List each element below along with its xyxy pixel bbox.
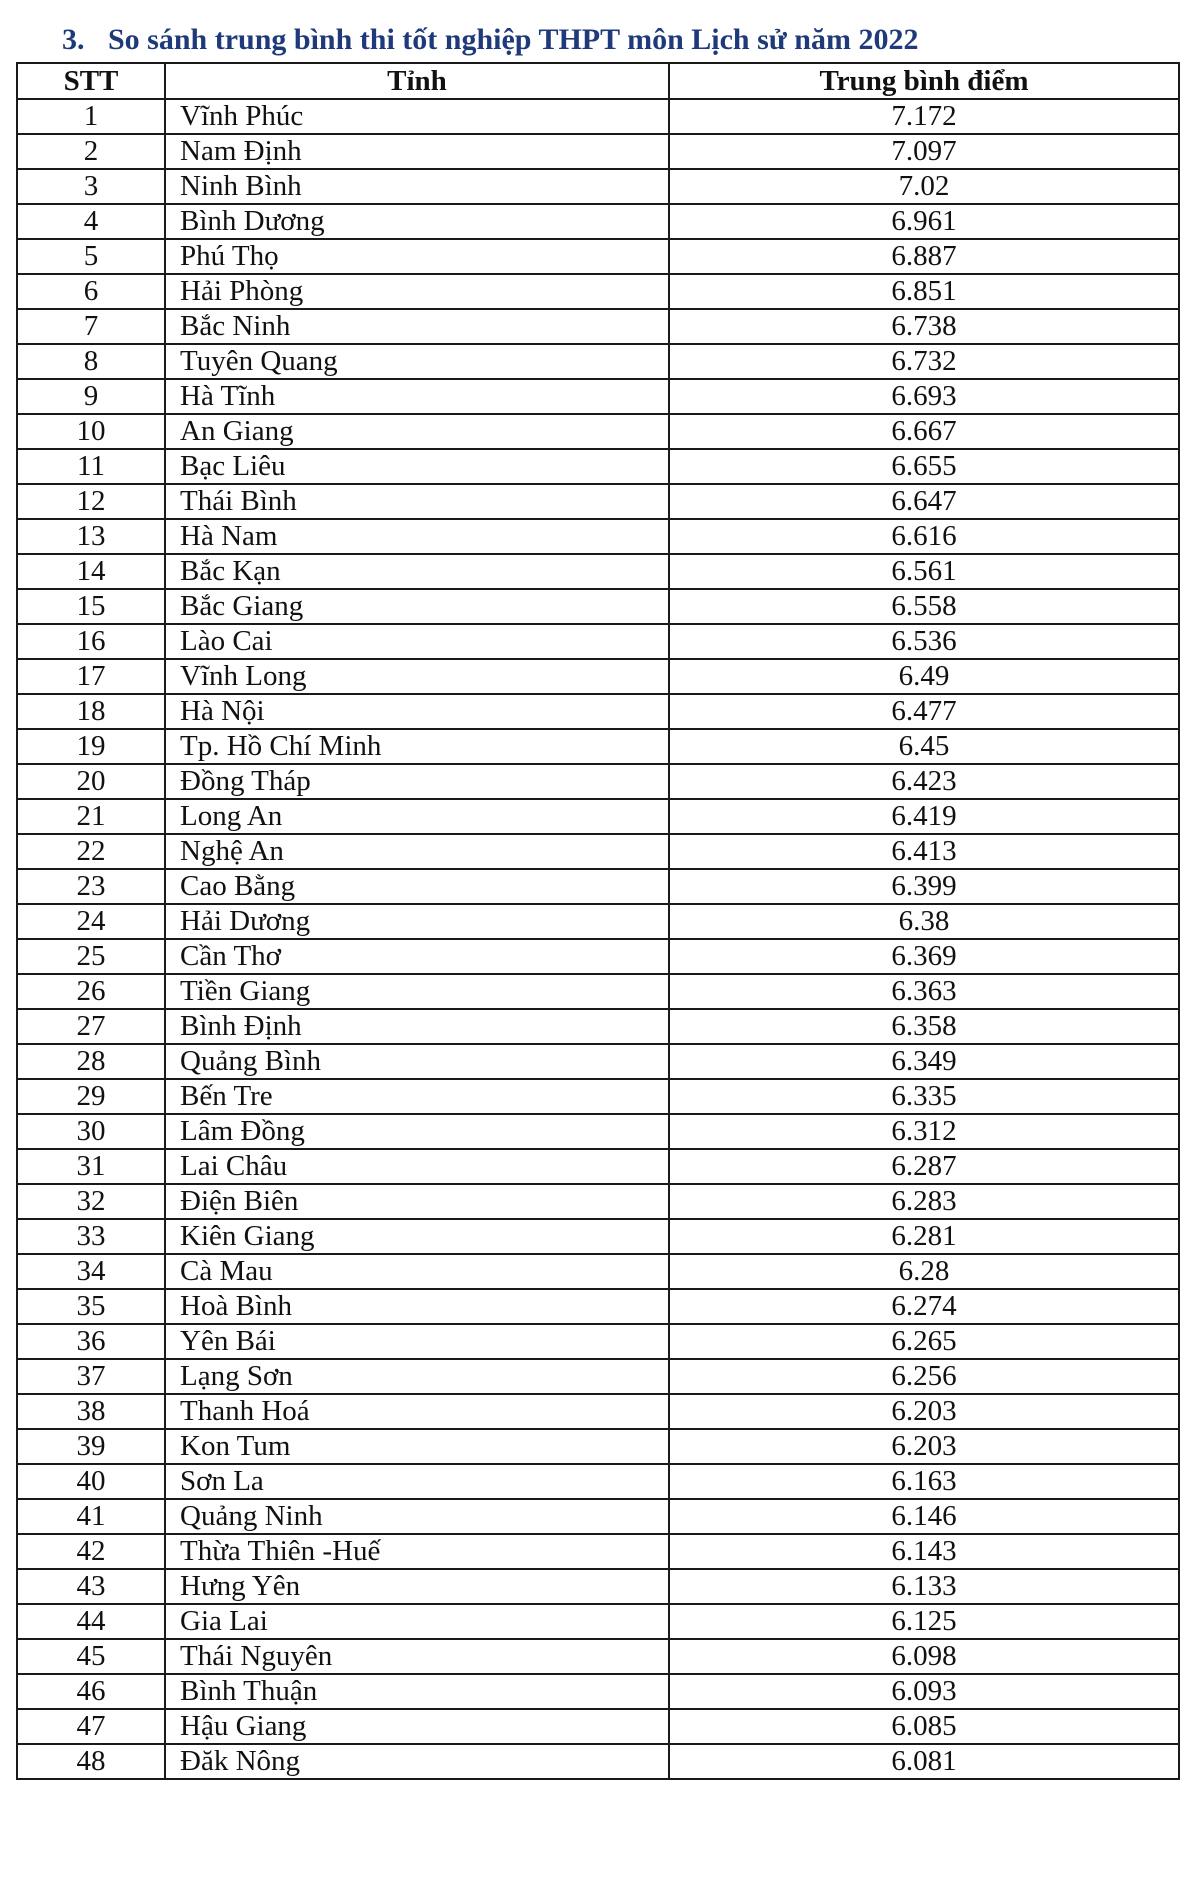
table-row [17,1464,1179,1499]
table-row [17,1534,1179,1569]
cell-average: 6.093 [669,1674,1179,1709]
cell-average: 6.28 [669,1254,1179,1289]
cell-average: 6.125 [669,1604,1179,1639]
cell-province: Đăk Nông [165,1744,669,1779]
cell-province: Bắc Giang [165,589,669,624]
cell-province: Hà Nam [165,519,669,554]
table-row [17,694,1179,729]
cell-province: Bình Dương [165,204,669,239]
table-row [17,344,1179,379]
cell-average: 6.133 [669,1569,1179,1604]
cell-province: Nam Định [165,134,669,169]
cell-province: Ninh Bình [165,169,669,204]
cell-average: 6.287 [669,1149,1179,1184]
cell-stt: 2 [17,134,165,169]
cell-stt: 40 [17,1464,165,1499]
cell-province: Điện Biên [165,1184,669,1219]
cell-average: 6.283 [669,1184,1179,1219]
cell-province: Hà Nội [165,694,669,729]
cell-average: 6.732 [669,344,1179,379]
table-row [17,1044,1179,1079]
cell-stt: 34 [17,1254,165,1289]
table-row [17,799,1179,834]
cell-average: 6.667 [669,414,1179,449]
cell-average: 6.419 [669,799,1179,834]
cell-average: 6.477 [669,694,1179,729]
cell-average: 7.097 [669,134,1179,169]
cell-stt: 17 [17,659,165,694]
section-title: So sánh trung bình thi tốt nghiệp THPT môn Lịch sử năm 2022 [108,23,919,56]
cell-average: 6.693 [669,379,1179,414]
table-row [17,1009,1179,1044]
cell-stt: 8 [17,344,165,379]
cell-average: 6.163 [669,1464,1179,1499]
table-row [17,869,1179,904]
cell-stt: 10 [17,414,165,449]
cell-stt: 16 [17,624,165,659]
cell-stt: 19 [17,729,165,764]
cell-stt: 31 [17,1149,165,1184]
cell-stt: 23 [17,869,165,904]
cell-average: 6.49 [669,659,1179,694]
cell-average: 6.851 [669,274,1179,309]
header-province: Tỉnh [165,63,669,99]
table-row [17,1149,1179,1184]
table-row [17,414,1179,449]
cell-stt: 1 [17,99,165,134]
cell-province: Nghệ An [165,834,669,869]
cell-average: 6.274 [669,1289,1179,1324]
cell-average: 6.146 [669,1499,1179,1534]
section-heading [62,18,918,62]
cell-province: Kiên Giang [165,1219,669,1254]
cell-stt: 15 [17,589,165,624]
cell-province: Sơn La [165,1464,669,1499]
table-row [17,204,1179,239]
table-row [17,1359,1179,1394]
cell-stt: 25 [17,939,165,974]
table-header-row [17,63,1179,99]
cell-average: 7.172 [669,99,1179,134]
table-row [17,589,1179,624]
cell-stt: 46 [17,1674,165,1709]
cell-average: 6.38 [669,904,1179,939]
table-row [17,134,1179,169]
cell-average: 6.349 [669,1044,1179,1079]
cell-province: Quảng Bình [165,1044,669,1079]
table-row [17,274,1179,309]
table-row [17,1429,1179,1464]
cell-stt: 29 [17,1079,165,1114]
cell-province: Lâm Đồng [165,1114,669,1149]
cell-province: Bắc Ninh [165,309,669,344]
cell-stt: 12 [17,484,165,519]
table-row [17,1674,1179,1709]
cell-average: 6.536 [669,624,1179,659]
cell-stt: 42 [17,1534,165,1569]
table-row [17,624,1179,659]
table-row [17,729,1179,764]
cell-stt: 14 [17,554,165,589]
cell-province: Cao Bằng [165,869,669,904]
cell-average: 6.655 [669,449,1179,484]
table-row [17,1499,1179,1534]
cell-province: Thừa Thiên -Huế [165,1534,669,1569]
table-row [17,659,1179,694]
cell-average: 6.363 [669,974,1179,1009]
cell-average: 6.256 [669,1359,1179,1394]
cell-average: 6.203 [669,1429,1179,1464]
cell-stt: 22 [17,834,165,869]
table-row [17,904,1179,939]
cell-stt: 44 [17,1604,165,1639]
cell-average: 6.558 [669,589,1179,624]
cell-average: 6.203 [669,1394,1179,1429]
cell-stt: 47 [17,1709,165,1744]
section-number: 3. [62,23,85,56]
cell-province: Bến Tre [165,1079,669,1114]
header-stt: STT [17,63,165,99]
cell-average: 6.098 [669,1639,1179,1674]
cell-province: Vĩnh Long [165,659,669,694]
cell-average: 6.335 [669,1079,1179,1114]
cell-stt: 13 [17,519,165,554]
cell-stt: 28 [17,1044,165,1079]
table-row [17,554,1179,589]
table-row [17,309,1179,344]
cell-province: Bình Định [165,1009,669,1044]
cell-province: Cà Mau [165,1254,669,1289]
cell-province: Tp. Hồ Chí Minh [165,729,669,764]
cell-average: 6.358 [669,1009,1179,1044]
cell-stt: 11 [17,449,165,484]
cell-province: Gia Lai [165,1604,669,1639]
cell-province: Hoà Bình [165,1289,669,1324]
table-row [17,1709,1179,1744]
cell-stt: 36 [17,1324,165,1359]
cell-stt: 30 [17,1114,165,1149]
cell-stt: 21 [17,799,165,834]
cell-average: 7.02 [669,169,1179,204]
cell-average: 6.887 [669,239,1179,274]
cell-province: Bình Thuận [165,1674,669,1709]
table-row [17,239,1179,274]
cell-stt: 32 [17,1184,165,1219]
table-row [17,939,1179,974]
cell-average: 6.45 [669,729,1179,764]
cell-stt: 3 [17,169,165,204]
table-row [17,99,1179,134]
cell-province: Thái Bình [165,484,669,519]
cell-province: Bạc Liêu [165,449,669,484]
cell-average: 6.413 [669,834,1179,869]
header-average: Trung bình điểm [669,63,1179,99]
cell-average: 6.647 [669,484,1179,519]
table-row [17,449,1179,484]
table-row [17,1744,1179,1779]
cell-province: Phú Thọ [165,239,669,274]
cell-province: Hà Tĩnh [165,379,669,414]
table-row [17,379,1179,414]
cell-province: Hải Phòng [165,274,669,309]
cell-province: Long An [165,799,669,834]
cell-province: Hậu Giang [165,1709,669,1744]
cell-province: Bắc Kạn [165,554,669,589]
table-row [17,764,1179,799]
cell-average: 6.143 [669,1534,1179,1569]
cell-stt: 7 [17,309,165,344]
cell-province: Lai Châu [165,1149,669,1184]
table-row [17,1639,1179,1674]
cell-stt: 35 [17,1289,165,1324]
table-row [17,1289,1179,1324]
cell-stt: 37 [17,1359,165,1394]
cell-average: 6.085 [669,1709,1179,1744]
table-row [17,1394,1179,1429]
cell-province: Kon Tum [165,1429,669,1464]
cell-average: 6.616 [669,519,1179,554]
cell-province: Cần Thơ [165,939,669,974]
cell-province: An Giang [165,414,669,449]
cell-average: 6.561 [669,554,1179,589]
cell-average: 6.312 [669,1114,1179,1149]
table-row [17,1184,1179,1219]
cell-province: Thanh Hoá [165,1394,669,1429]
table-row [17,1324,1179,1359]
table-row [17,1079,1179,1114]
table-row [17,169,1179,204]
cell-province: Quảng Ninh [165,1499,669,1534]
cell-province: Lào Cai [165,624,669,659]
cell-average: 6.369 [669,939,1179,974]
cell-stt: 48 [17,1744,165,1779]
table-row [17,1569,1179,1604]
cell-province: Hải Dương [165,904,669,939]
table-row [17,974,1179,1009]
table-row [17,484,1179,519]
cell-province: Lạng Sơn [165,1359,669,1394]
table-row [17,1114,1179,1149]
cell-province: Vĩnh Phúc [165,99,669,134]
cell-stt: 39 [17,1429,165,1464]
cell-stt: 45 [17,1639,165,1674]
cell-stt: 4 [17,204,165,239]
score-table [16,62,1180,1780]
cell-stt: 38 [17,1394,165,1429]
cell-stt: 24 [17,904,165,939]
cell-average: 6.961 [669,204,1179,239]
cell-stt: 20 [17,764,165,799]
cell-stt: 9 [17,379,165,414]
cell-average: 6.265 [669,1324,1179,1359]
cell-province: Yên Bái [165,1324,669,1359]
cell-average: 6.399 [669,869,1179,904]
cell-province: Hưng Yên [165,1569,669,1604]
cell-average: 6.281 [669,1219,1179,1254]
cell-average: 6.738 [669,309,1179,344]
table-row [17,1254,1179,1289]
cell-stt: 43 [17,1569,165,1604]
cell-province: Tuyên Quang [165,344,669,379]
cell-stt: 41 [17,1499,165,1534]
table-body [17,99,1179,1779]
table-row [17,519,1179,554]
cell-stt: 6 [17,274,165,309]
cell-average: 6.423 [669,764,1179,799]
cell-stt: 27 [17,1009,165,1044]
cell-province: Thái Nguyên [165,1639,669,1674]
table-row [17,834,1179,869]
table-row [17,1219,1179,1254]
cell-stt: 18 [17,694,165,729]
cell-average: 6.081 [669,1744,1179,1779]
cell-stt: 5 [17,239,165,274]
table-row [17,1604,1179,1639]
cell-stt: 26 [17,974,165,1009]
cell-province: Đồng Tháp [165,764,669,799]
cell-province: Tiền Giang [165,974,669,1009]
cell-stt: 33 [17,1219,165,1254]
